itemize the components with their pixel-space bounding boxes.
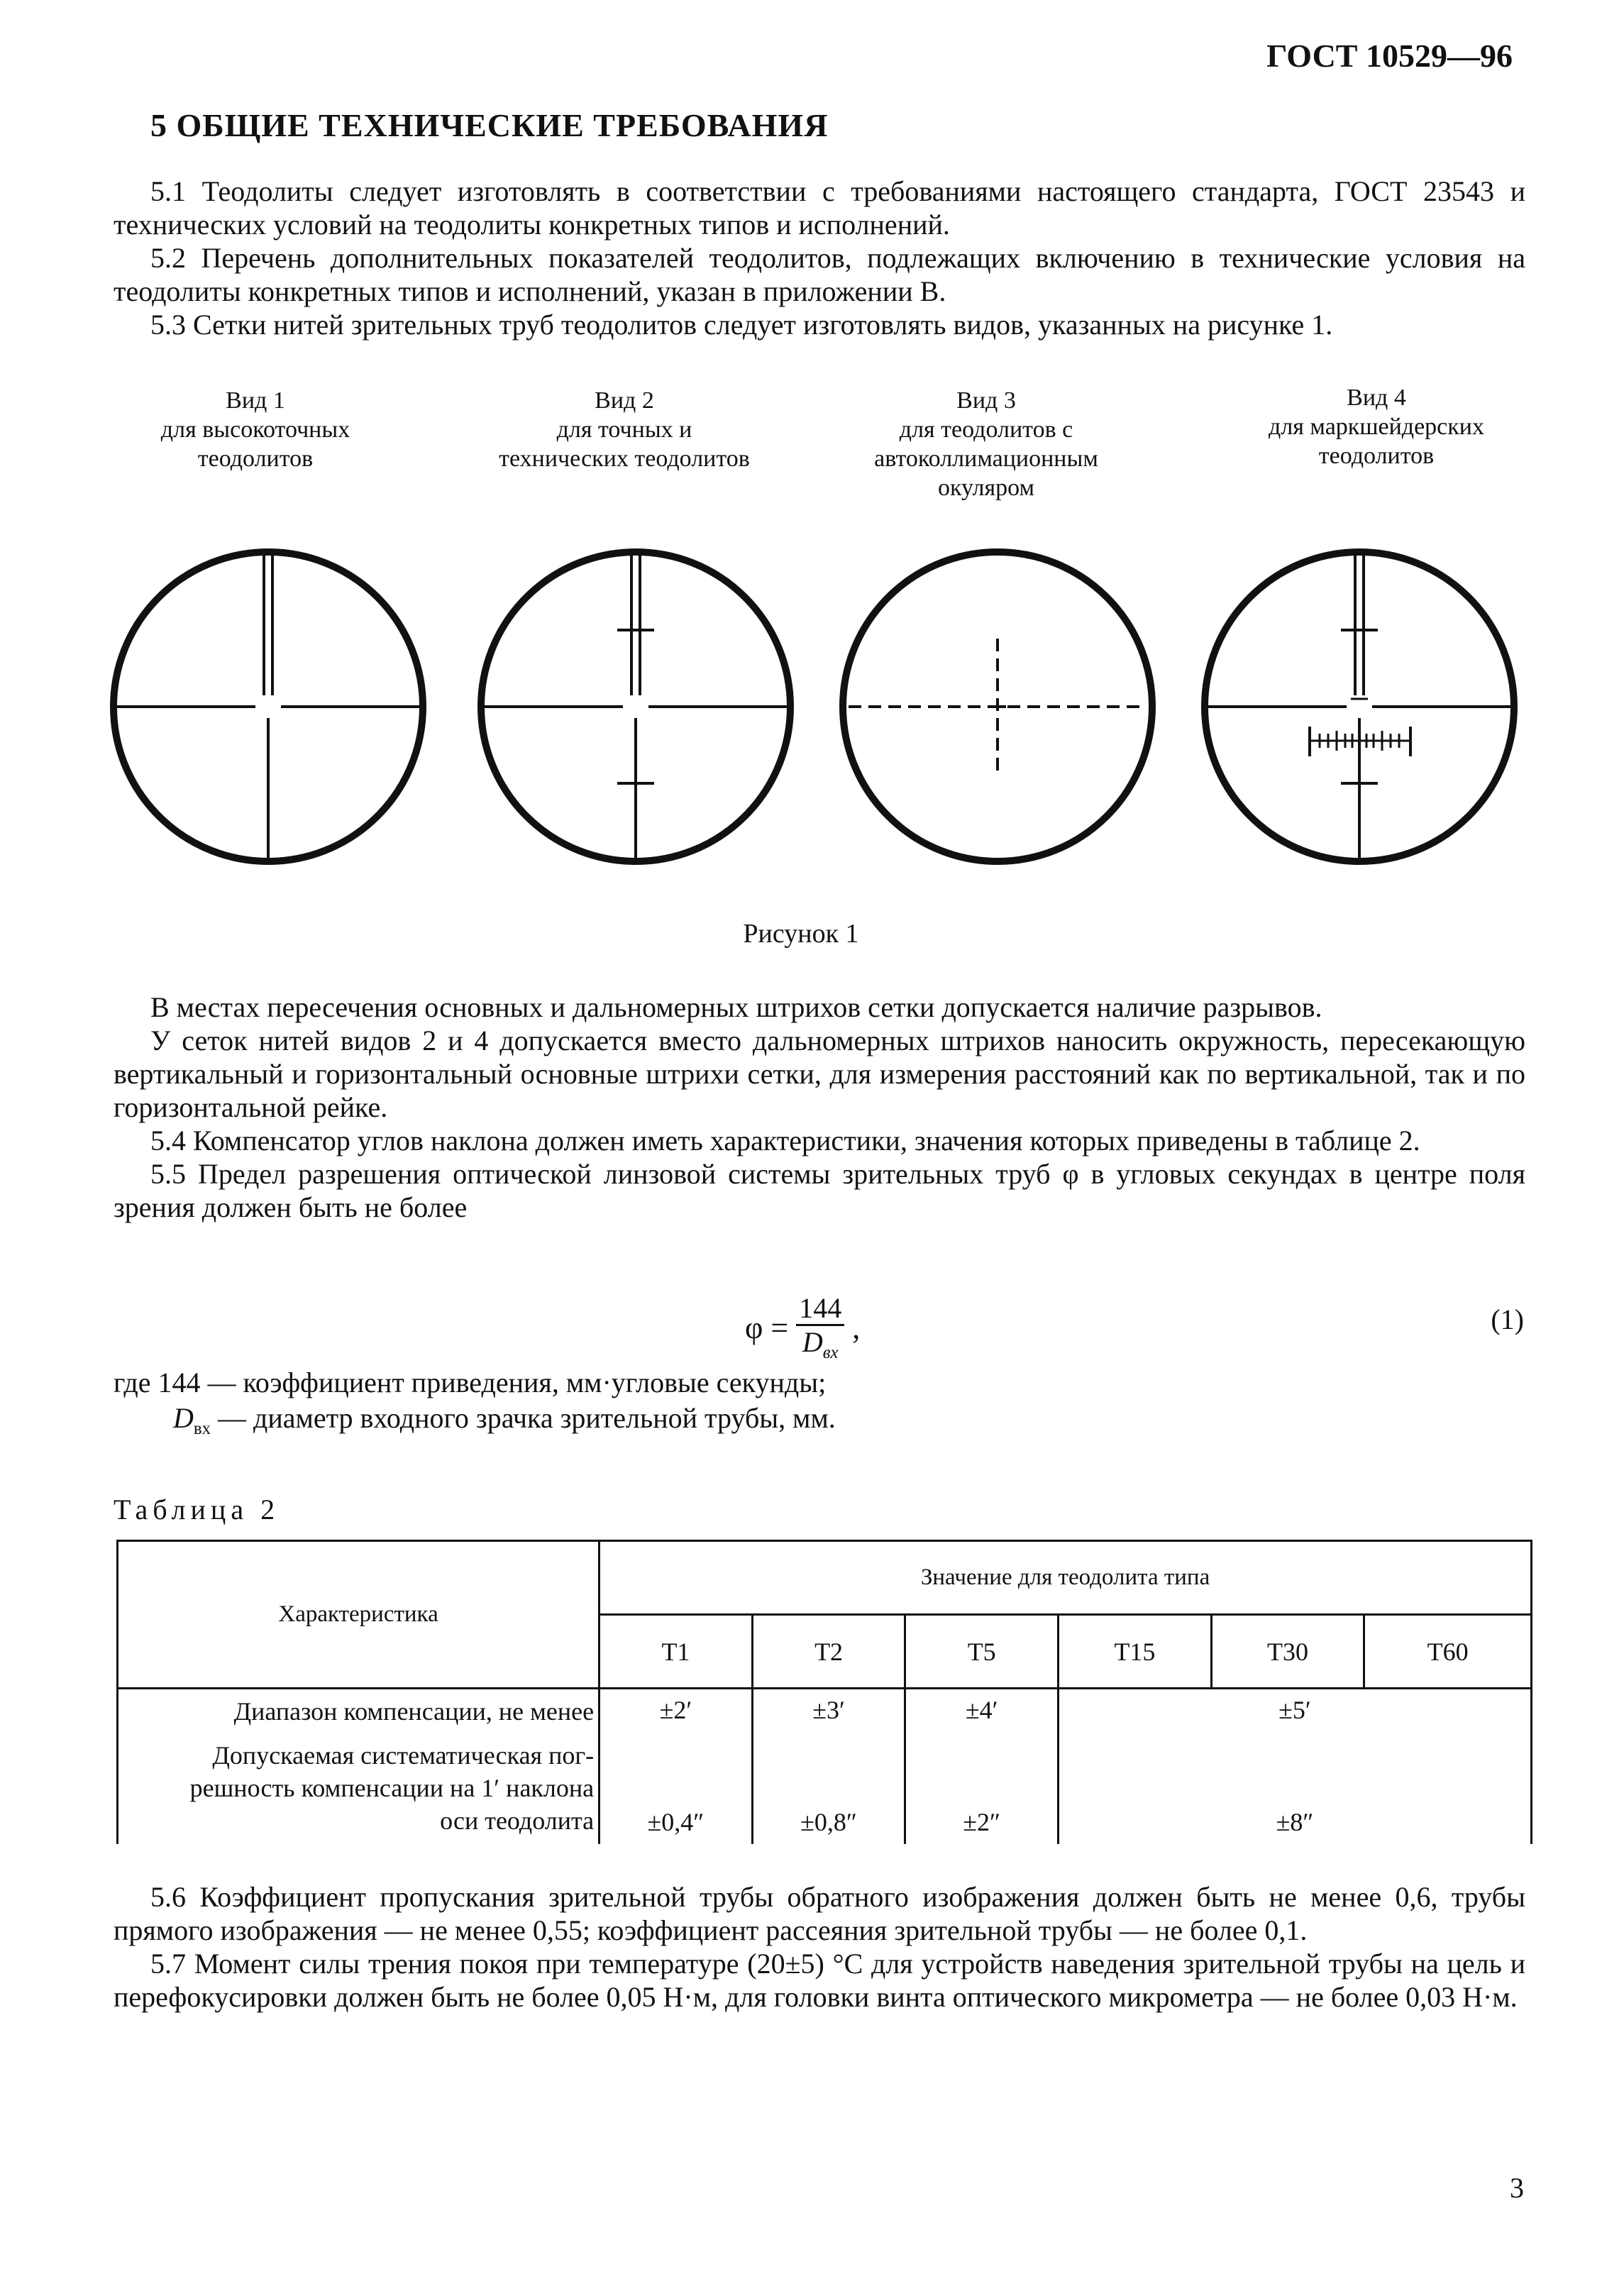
paragraph-5-2: 5.2 Перечень дополнительных показателей теодолитов, подлежащих включению в технические условия на теодолиты конкретных типов и исполнений, указан в приложении В. [114,242,1525,307]
formula-numerator: 144 [796,1293,844,1326]
page-number: 3 [1510,2172,1524,2204]
paragraph-5-3: 5.3 Сетки нитей зрительных труб теодолитов следует изготовлять видов, указанных на рисунке 1. [150,309,1333,341]
paragraphs-mid [114,990,1525,1224]
paragraphs-bottom [114,1880,1525,2014]
header-value-group: Значение для теодолита типа [600,1541,1532,1615]
view-2-caption: Вид 2 для точных и технических теодолитов [499,387,750,472]
table-title: Таблица 2 [114,1494,280,1525]
view-4-caption: Вид 4 для маркшейдерских теодолитов [1269,385,1484,469]
formula-fraction [796,1293,844,1369]
formula-denominator: $D_{вх}$ [802,1326,839,1362]
paragraphs-top [114,175,1525,341]
reticle-view-1 [114,552,423,861]
paragraph-5-1: 5.1 Теодолиты следует изготовлять в соответствии с требованиями настоящего стандарта, ГОСТ 23543 и технических условий на теодолиты конкретных типов и исполнений. [114,175,1525,241]
cell-t5: ±4′ ±2″ [905,1689,1059,1845]
formula [745,1293,860,1369]
paragraph-5-4: 5.4 Компенсатор углов наклона должен иметь характеристики, значения которых приведены в таблице 2. [150,1125,1420,1157]
formula-tail: , [852,1310,861,1346]
where-line-1: где 144 — коэффициент приведения, мм·угловые секунды; [114,1367,827,1398]
paragraph-5-7: 5.7 Момент силы трения покоя при температуре (20±5) °С для устройств наведения зрительной трубы на цель и перефокусировки должен быть не более 0,05 Н·м, для головки винта оптического микрометра — не более 0,03 Н·м. [114,1948,1525,2013]
paragraph-5-5: 5.5 Предел разрешения оптической линзовой системы зрительных труб φ в угловых секундах в центре поля зрения должен быть не более [114,1158,1525,1223]
where-line-2: $D_{вх}$ — диаметр входного зрачка зрительной трубы, мм. [173,1402,836,1438]
header-type-t2: Т2 [752,1615,905,1689]
row-labels: Диапазон компенсации, не менее Допускаемая систематическая пог- решность компенсации на 1′ наклона оси теодолита [118,1689,600,1845]
header-characteristic: Характеристика [118,1541,600,1689]
equation-number: (1) [1491,1303,1524,1335]
view-1-caption: Вид 1 для высокоточных теодолитов [160,387,350,472]
document-id: ГОСТ 10529—96 [1266,38,1513,74]
cell-t2: ±3′ ±0,8″ [752,1689,905,1845]
paragraph-circle: У сеток нитей видов 2 и 4 допускается вместо дальномерных штрихов наносить окружность, пересекающую вертикальный и горизонтальный основные штрихи сетки, для измерения расстояний как по вертикальной, так и по горизонтальной рейке. [114,1025,1525,1123]
header-type-t30: Т30 [1211,1615,1364,1689]
reticle-view-3 [843,552,1152,861]
paragraph-gaps: В местах пересечения основных и дальномерных штрихов сетки допускается наличие разрывов. [150,991,1322,1023]
table-2 [116,1540,1532,1844]
header-type-t1: Т1 [600,1615,753,1689]
formula-lhs: φ = [745,1310,789,1346]
header-type-t5: Т5 [905,1615,1059,1689]
cell-t1: ±2′ ±0,4″ [600,1689,753,1845]
figure-caption: Рисунок 1 [743,919,859,949]
paragraph-5-6: 5.6 Коэффициент пропускания зрительной трубы обратного изображения должен быть не менее 0,6, трубы прямого изображения — не менее 0,55; коэффициент рассеяния зрительной трубы — не более 0,1. [114,1881,1525,1946]
header-type-t15: Т15 [1059,1615,1212,1689]
reticle-figure [0,525,1602,894]
reticle-view-4 [1205,552,1514,861]
cell-t15-t60: ±5′ ±8″ [1059,1689,1532,1845]
reticle-view-2 [481,552,790,861]
section-title: 5 ОБЩИЕ ТЕХНИЧЕСКИЕ ТРЕБОВАНИЯ [150,107,829,143]
where-block [114,1365,836,1447]
view-3-caption: Вид 3 для теодолитов с автоколлимационным окуляром [874,387,1098,501]
header-type-t60: Т60 [1364,1615,1532,1689]
